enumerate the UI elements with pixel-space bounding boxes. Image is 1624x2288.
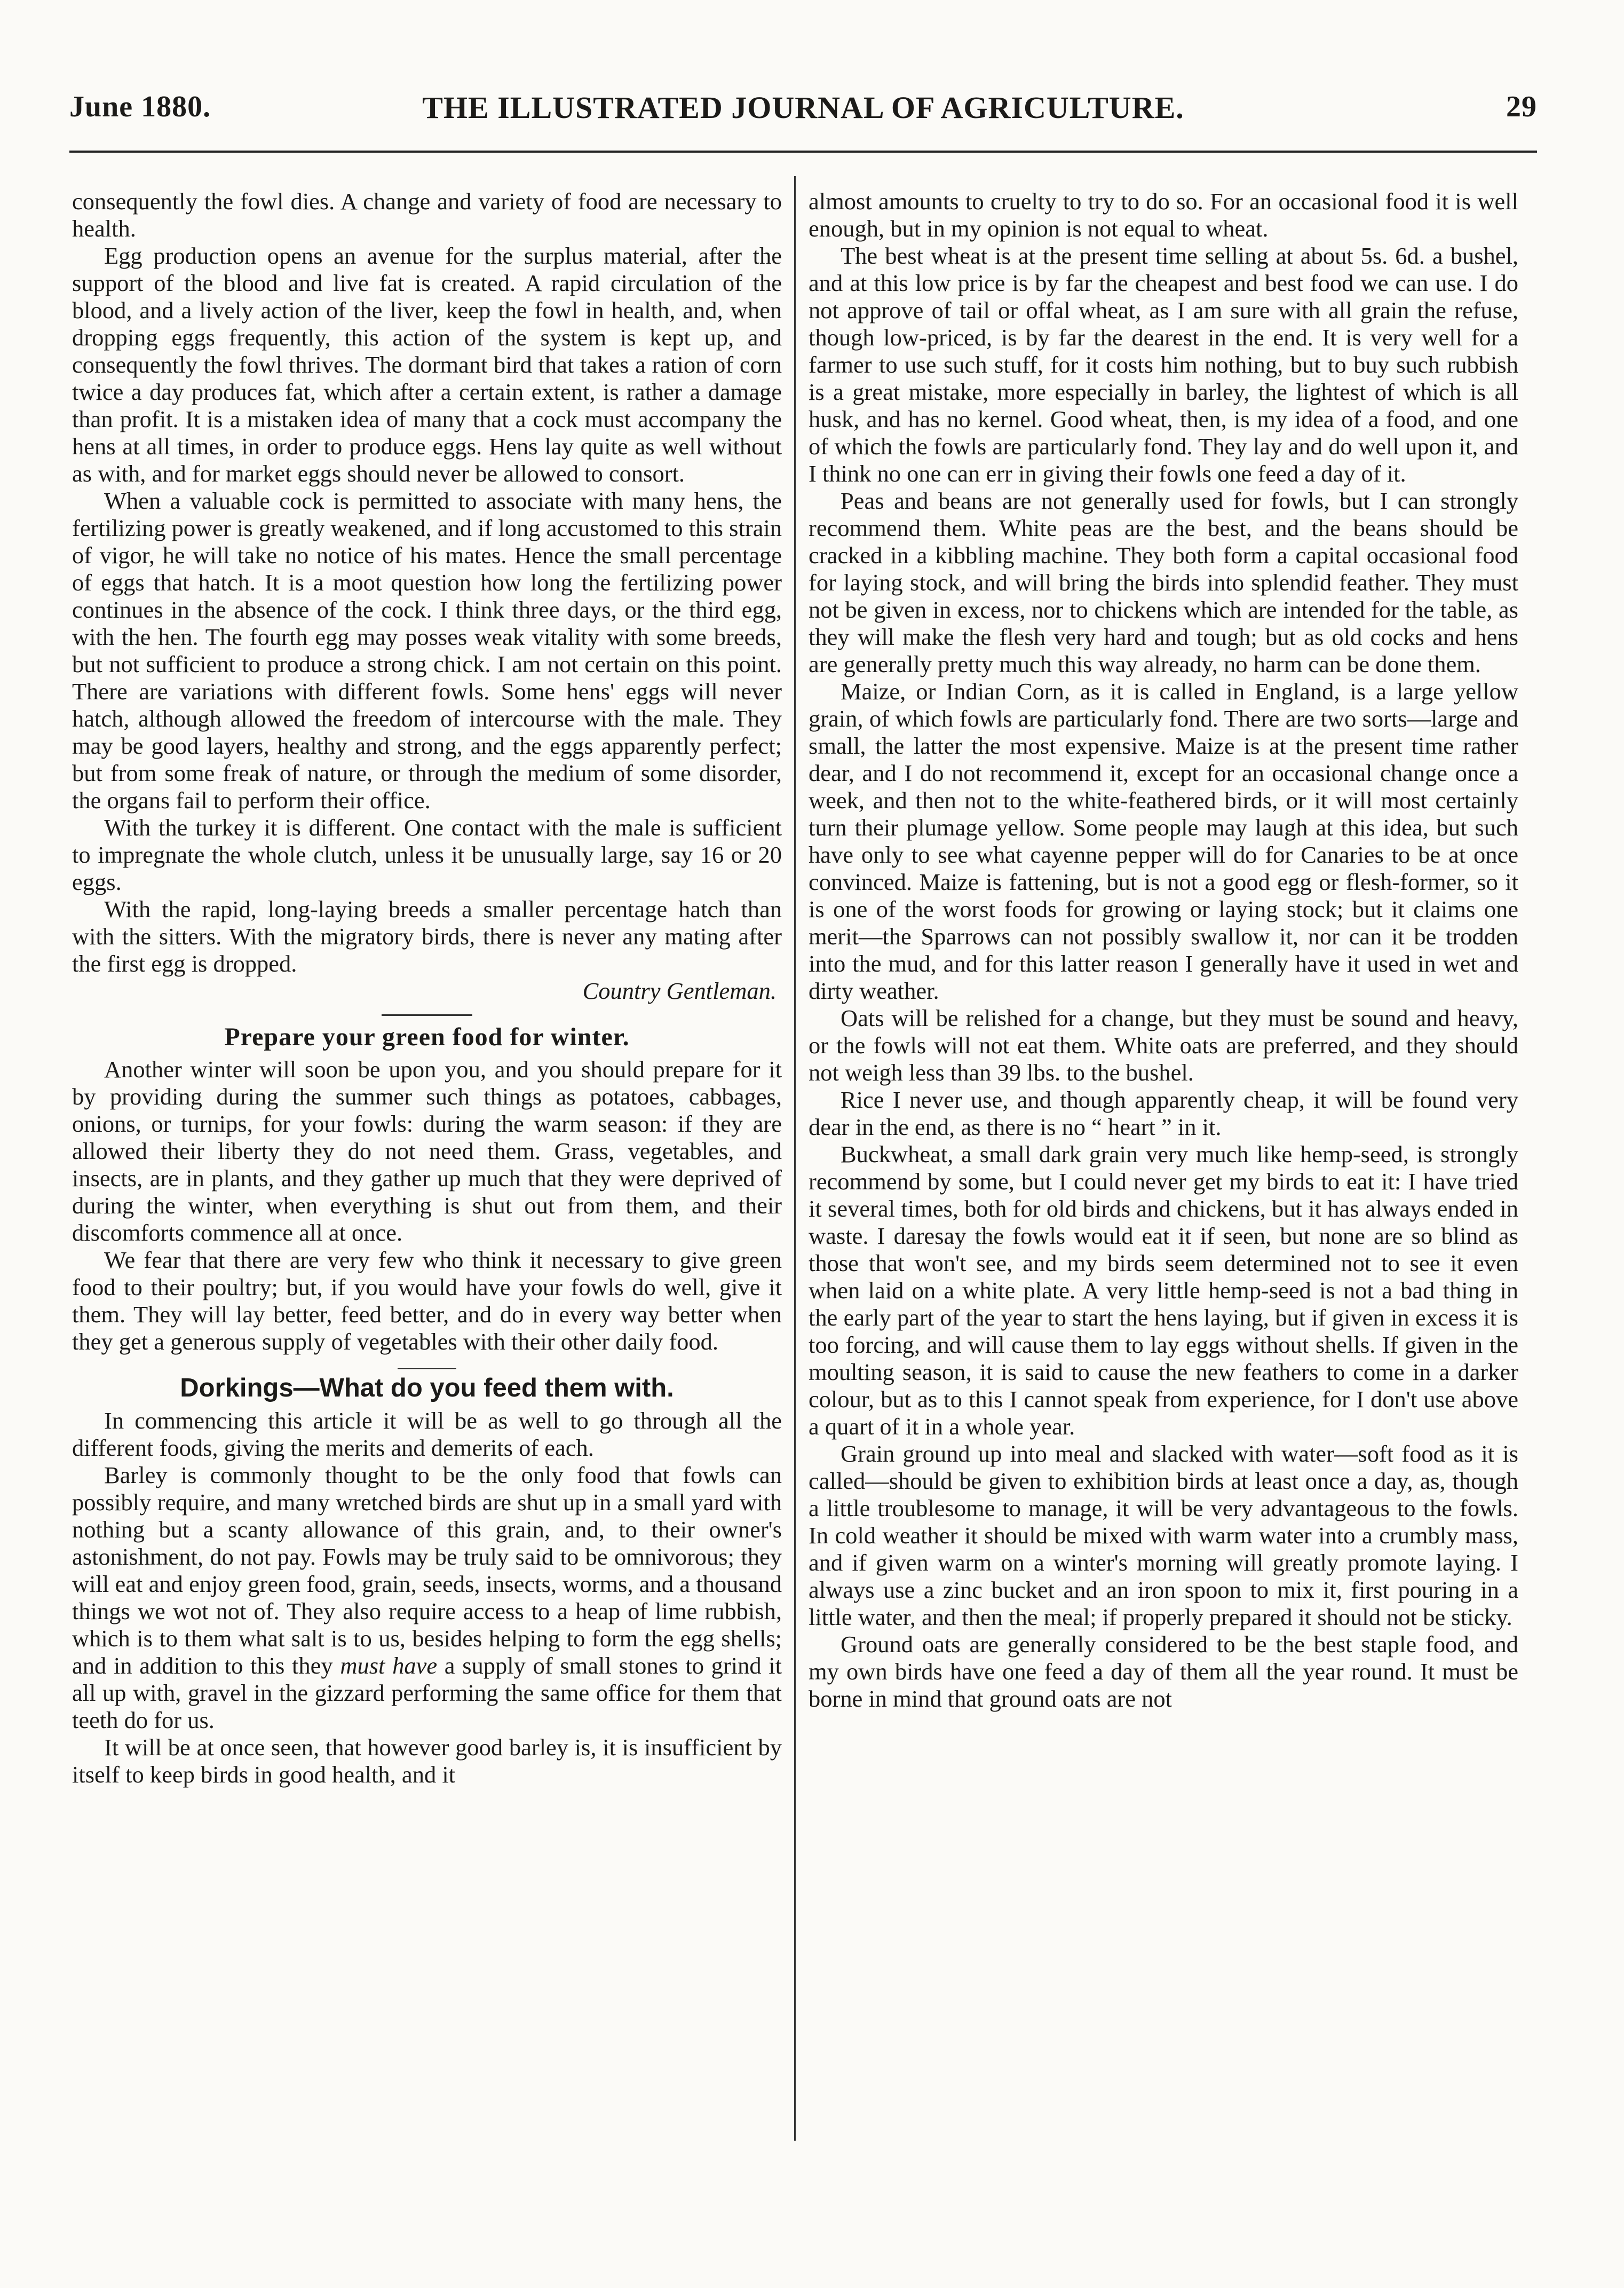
text-run: Barley is commonly thought to be the only food that fowls can possibly require, and many wretched birds are shut up in a small yard with nothing but a scanty allowance of this grain, and, to their owner's astonishment, do not pay. Fowls may be truly said to be omnivorous; they will eat and enjoy green food, grain, seeds, insects, worms, and a thousand things we wot not of. They also require access to a heap of lime rubbish, which is to them what salt is to us, besides helping to form the egg shells; and in addition to this they xyxy=(72,1462,782,1679)
paragraph xyxy=(72,1462,782,1734)
section-rule xyxy=(382,1014,472,1016)
left-column xyxy=(72,188,782,1788)
page-header xyxy=(69,90,1537,132)
heading-green-food: Prepare your green food for winter. xyxy=(224,1023,630,1051)
paragraph: The best wheat is at the present time selling at about 5s. 6d. a bushel, and at this low price is by far the cheapest and best food we can use. I do not approve of tail or offal wheat, as I am sure with all grain the refuse, though low-priced, is by far the dearest in the end. It is very well for a farmer to use such stuff, for it costs him nothing, but to buy such rubbish is a great mistake, more especially in barley, the lightest of which is all husk, and has no kernel. Good wheat, then, is my idea of a food, and one of which the fowls are particularly fond. They lay and do well upon it, and I think no one can err in giving their fowls one feed a day of it. xyxy=(809,242,1518,487)
paragraph: Grain ground up into meal and slacked with water—soft food as it is called—should be given to exhibition birds at least once a day, as, though a little troublesome to manage, it will be very advantageous to the fowls. In cold weather it should be mixed with warm water into a crumbly mass, and if given warm on a winter's morning will greatly promote laying. I always use a zinc bucket and an iron spoon to mix it, first pouring in a little water, and then the meal; if properly prepared it should not be sticky. xyxy=(809,1440,1518,1630)
paragraph: consequently the fowl dies. A change and variety of food are necessary to health. xyxy=(72,188,782,242)
paragraph: Another winter will soon be upon you, and you should prepare for it by providing during the summer such things as potatoes, cabbages, onions, or turnips, for your fowls: during the warm season: if they are allowed their liberty they do not need them. Grass, vegetables, and insects, are in plants, and they gather up much that they were deprived of during the winter, when everything is shut out from them, and their discomforts commence all at once. xyxy=(72,1056,782,1246)
heading-dorkings: Dorkings—What do you feed them with. xyxy=(180,1374,674,1402)
paragraph: With the turkey it is different. One contact with the male is sufficient to impregnate the whole clutch, unless it be unusually large, say 16 or 20 eggs. xyxy=(72,814,782,895)
paragraph: In commencing this article it will be as well to go through all the different foods, giving the merits and demerits of each. xyxy=(72,1407,782,1461)
paragraph: When a valuable cock is permitted to associate with many hens, the fertilizing power is greatly weakened, and if long accustomed to this strain of vigor, he will take no notice of his mates. Hence the small percentage of eggs that hatch. It is a moot question how long the fertilizing power continues in the absence of the cock. I think three days, or the third egg, with the hen. The fourth egg may posses weak vitality with some breeds, but not sufficient to produce a strong chick. I am not certain on this point. There are variations with different fowls. Some hens' eggs will never hatch, although allowed the freedom of intercourse with the male. They may be good layers, healthy and strong, and the eggs apparently perfect; but from some freak of nature, or through the medium of some disorder, the organs fail to perform their office. xyxy=(72,487,782,814)
paragraph: Maize, or Indian Corn, as it is called in England, is a large yellow grain, of which fowls are particularly fond. There are two sorts—large and small, the latter the most expensive. Maize is at the present time rather dear, and I do not recommend it, except for an occasional change once a week, and then not to the white-feathered birds, or it will most certainly turn their plumage yellow. Some people may laugh at this idea, but such have only to see what cayenne pepper will do for Canaries to be at once convinced. Maize is fattening, but is not a good egg or flesh-former, so it is one of the worst foods for growing or laying stock; but it claims one merit—the Sparrows can not possibly swallow it, nor can it be trodden into the mud, and for this latter reason I generally have it used in wet and dirty weather. xyxy=(809,678,1518,1004)
paragraph: almost amounts to cruelty to try to do so. For an occasional food it is well enough, but in my opinion is not equal to wheat. xyxy=(809,188,1518,242)
paragraph: Egg production opens an avenue for the surplus material, after the support of the blood and live fat is created. A rapid circulation of the blood, and a lively action of the liver, keep the fowl in health, and, when dropping eggs frequently, this action of the system is kept up, and consequently the fowl thrives. The dormant bird that takes a ration of corn twice a day produces fat, which after a certain extent, is rather a damage than profit. It is a mistaken idea of many that a cock must accompany the hens at all times, in order to produce eggs. Hens lay quite as well without as with, and for market eggs should never be allowed to consort. xyxy=(72,242,782,487)
issue-date: June 1880. xyxy=(69,90,211,123)
paragraph: Buckwheat, a small dark grain very much like hemp-seed, is strongly recommend by some, but I could never get my birds to eat it: I have tried it several times, both for old birds and chickens, but it has always ended in waste. I daresay the fowls would eat it if seen, but none are so blind as those that won't see, and my birds seem determined not to see it even when laid on a white plate. A very little hemp-seed is not a bad thing in the early part of the year to start the hens laying, but if given in excess it is too forcing, and will cause them to lay eggs without shells. If given in the moulting season, it is said to cause the new feathers to come in a darker colour, but as to this I cannot speak from experience, for I don't use above a quart of it in a whole year. xyxy=(809,1141,1518,1440)
paragraph: Rice I never use, and though apparently cheap, it will be found very dear in the end, as there is no “ heart ” in it. xyxy=(809,1086,1518,1140)
paragraph: Ground oats are generally considered to be the best staple food, and my own birds have one feed a day of them all the year round. It must be borne in mind that ground oats are not xyxy=(809,1631,1518,1712)
header-rule xyxy=(69,151,1537,153)
journal-title: THE ILLUSTRATED JOURNAL OF AGRICULTURE. xyxy=(422,90,1184,125)
column-divider xyxy=(794,176,796,2141)
text-run: a supply of small stones to grind it all up with, gravel in the gizzard performing the same office for them that teeth do for us. xyxy=(72,1652,782,1733)
paragraph: With the rapid, long-laying breeds a smaller percentage hatch than with the sitters. With the migratory birds, there is never any mating after the first egg is dropped. xyxy=(72,896,782,977)
page-number: 29 xyxy=(1506,90,1537,123)
section-rule xyxy=(398,1368,456,1369)
article-signature: Country Gentleman. xyxy=(582,977,777,1004)
paragraph: It will be at once seen, that however good barley is, it is insufficient by itself to keep birds in good health, and it xyxy=(72,1734,782,1788)
paragraph: Oats will be relished for a change, but they must be sound and heavy, or the fowls will not eat them. White oats are preferred, and they should not weigh less than 39 lbs. to the bushel. xyxy=(809,1005,1518,1086)
paragraph: Peas and beans are not generally used for fowls, but I can strongly recommend them. White peas are the best, and the beans should be cracked in a kibbling machine. They both form a capital occasional food for laying stock, and will bring the birds into splendid feather. They must not be given in excess, nor to chickens which are intended for the table, as they will make the flesh very hard and tough; but as old cocks and hens are generally pretty much this way already, no harm can be done them. xyxy=(809,487,1518,677)
right-column xyxy=(809,188,1518,1713)
paragraph: We fear that there are very few who think it necessary to give green food to their poultry; but, if you would have your fowls do well, give it them. They will lay better, feed better, and do in every way better when they get a generous supply of vegetables with their other daily food. xyxy=(72,1246,782,1355)
italic-emphasis: must have xyxy=(340,1652,438,1679)
